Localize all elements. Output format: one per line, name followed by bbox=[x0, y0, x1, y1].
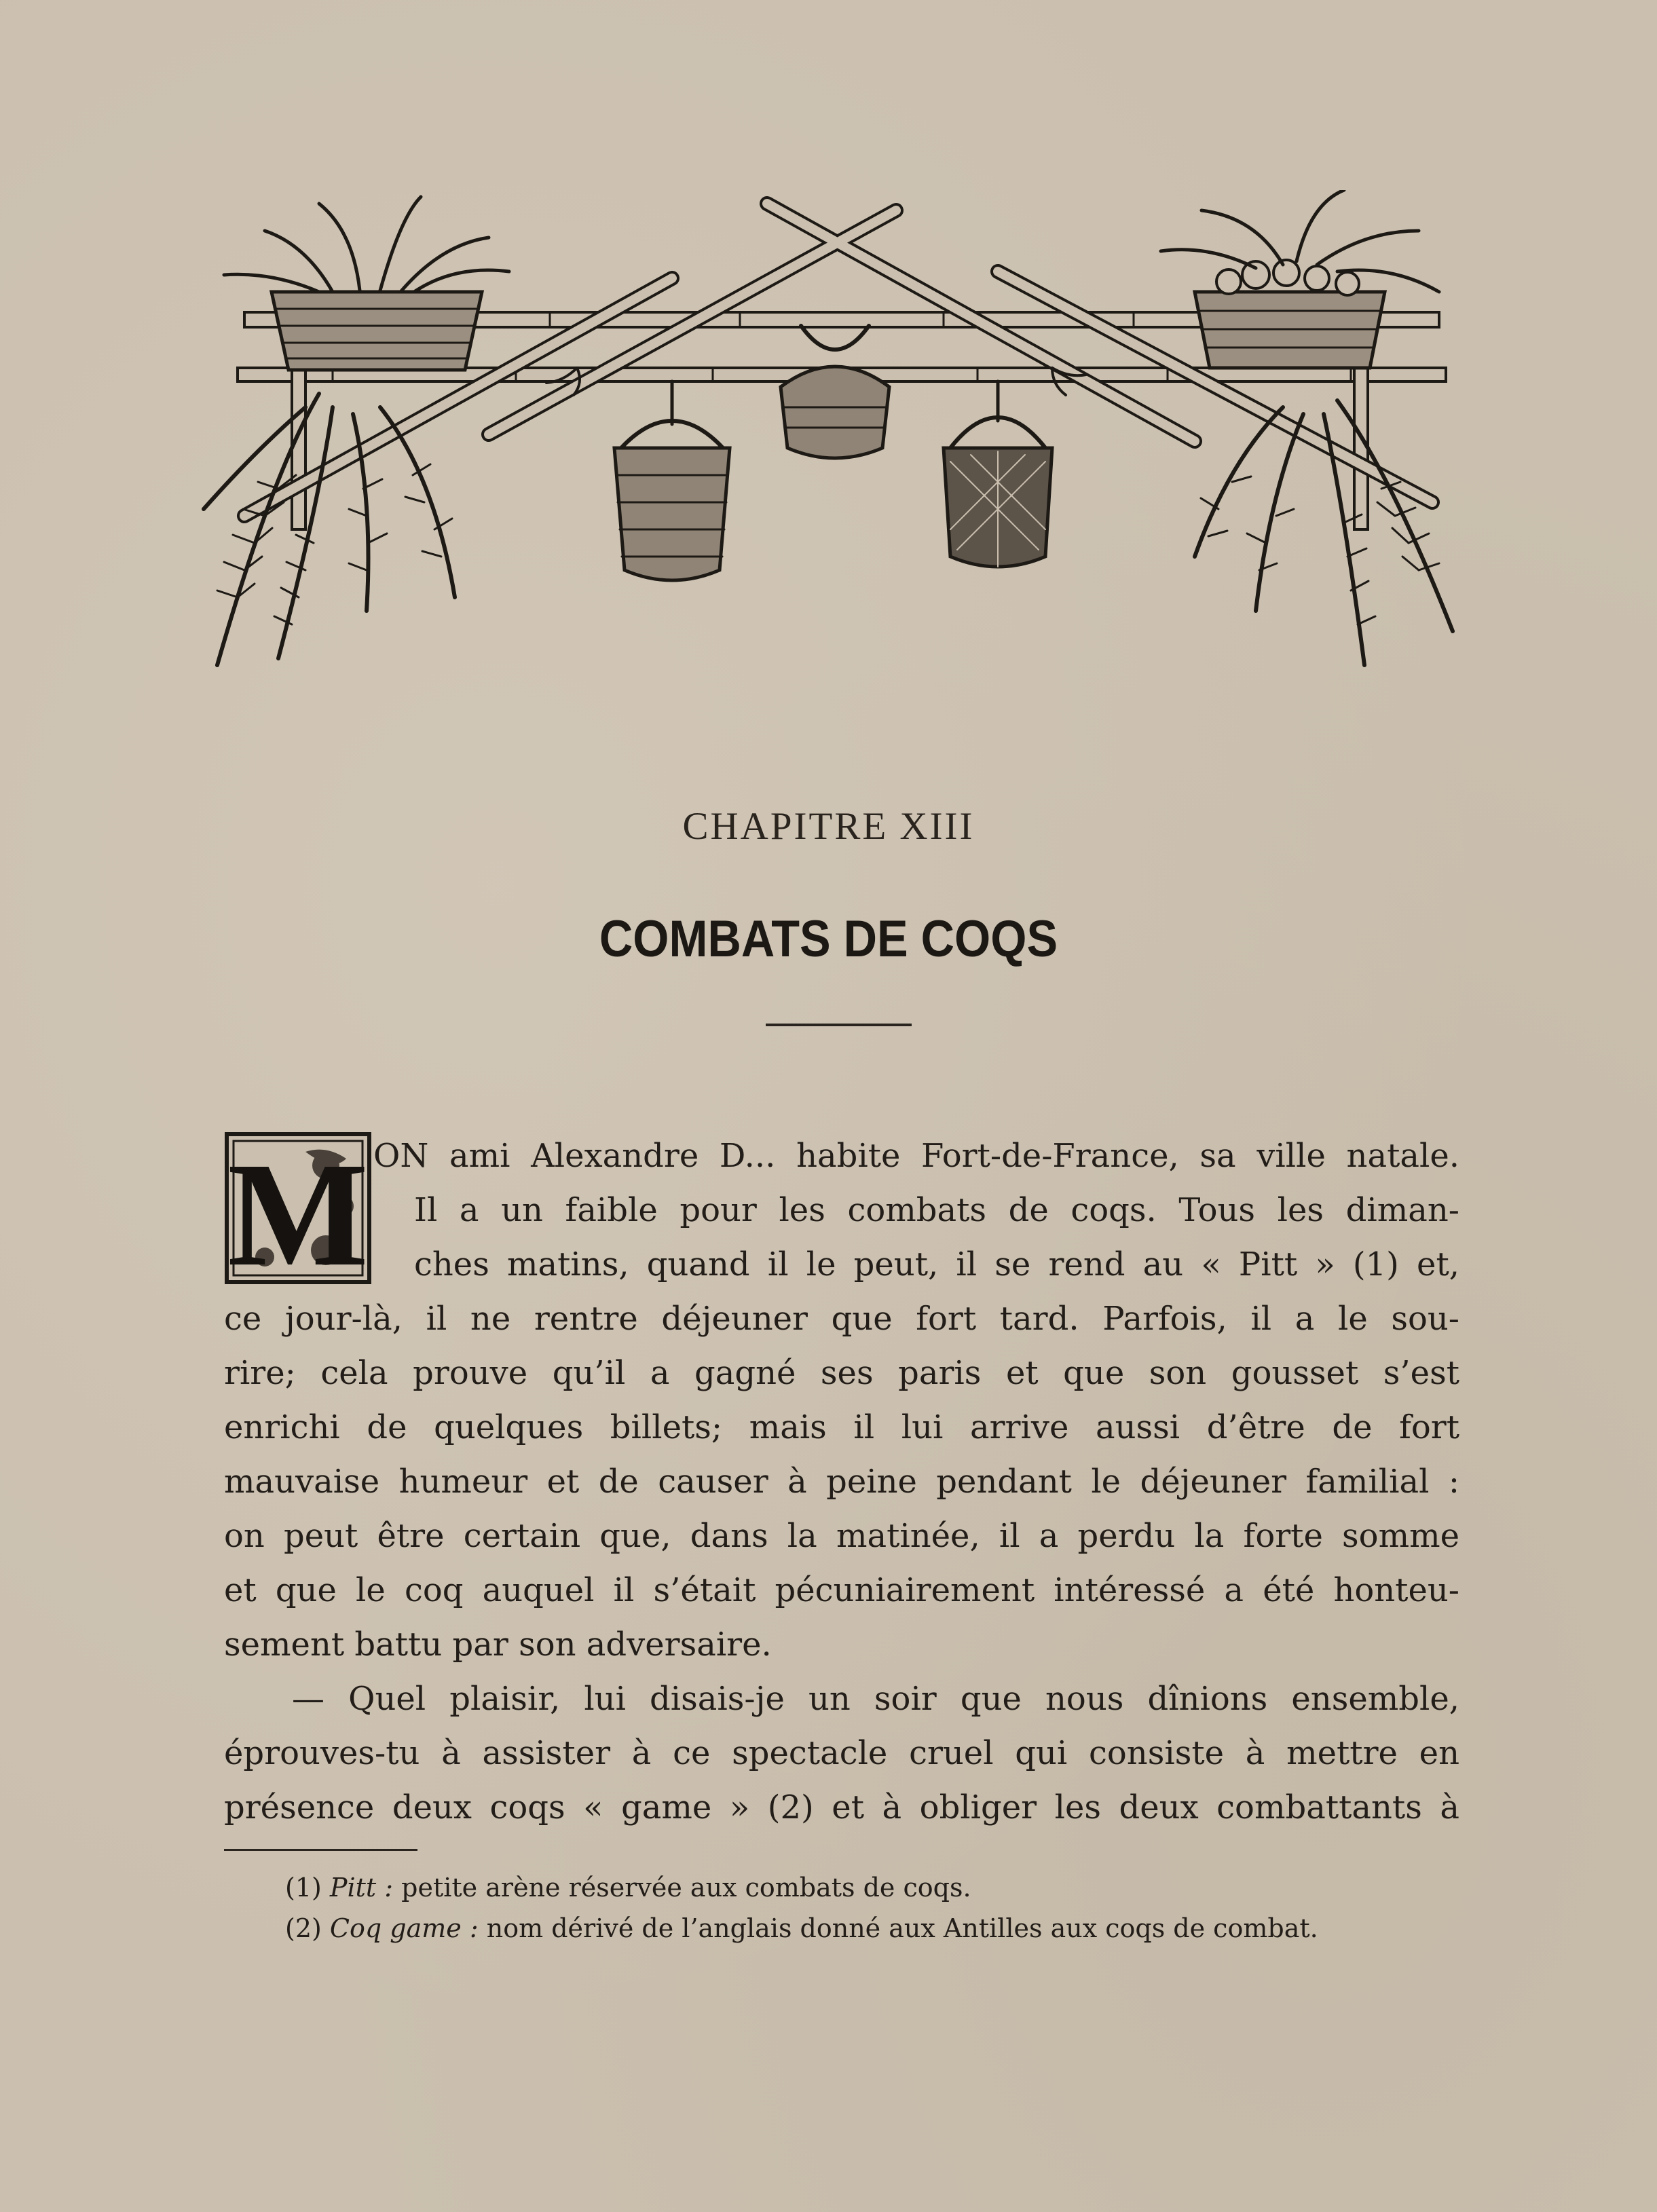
body-line: on peut être certain que, dans la matinée, il a perdu la forte somme bbox=[224, 1517, 1459, 1555]
body-line: sement battu par son adversaire. bbox=[224, 1626, 772, 1664]
body-line: et que le coq auquel il s’était pécuniairement intéressé a été honteu- bbox=[224, 1571, 1459, 1609]
body-line: Il a un faible pour les combats de coqs. Tous les diman- bbox=[414, 1191, 1459, 1229]
footnote-2 bbox=[285, 1909, 1318, 1948]
body-line: ce jour-là, il ne rentre déjeuner que fort tard. Parfois, il a le sou- bbox=[224, 1300, 1459, 1338]
footnote-term: Coq game : bbox=[329, 1913, 479, 1943]
drop-cap-ornament bbox=[224, 1131, 372, 1285]
footnote-text: petite arène réservée aux combats de coqs. bbox=[401, 1873, 971, 1902]
chapter-title: COMBATS DE COQS bbox=[599, 910, 1058, 968]
footnote-number: (1) bbox=[285, 1873, 322, 1902]
drop-cap-letter: M bbox=[227, 1131, 369, 1285]
body-line: — Quel plaisir, lui disais-je un soir que nous dînions ensemble, bbox=[292, 1680, 1459, 1718]
footnote-number: (2) bbox=[285, 1913, 322, 1943]
header-vignette-illustration bbox=[197, 190, 1487, 692]
body-line: présence deux coqs « game » (2) et à obliger les deux combattants à bbox=[224, 1788, 1459, 1826]
footnote-term: Pitt : bbox=[329, 1873, 394, 1902]
body-line: ON ami Alexandre D... habite Fort-de-France, sa ville natale. bbox=[373, 1137, 1459, 1175]
footnote-1 bbox=[285, 1868, 971, 1907]
footnote-text: nom dérivé de l’anglais donné aux Antilles aux coqs de combat. bbox=[486, 1913, 1318, 1943]
body-line: rire; cela prouve qu’il a gagné ses paris et que son gousset s’est bbox=[224, 1354, 1459, 1392]
body-line: éprouves-tu à assister à ce spectacle cruel qui consiste à mettre en bbox=[224, 1734, 1459, 1772]
body-line: ches matins, quand il le peut, il se rend au « Pitt » (1) et, bbox=[414, 1245, 1459, 1283]
title-divider bbox=[766, 1024, 912, 1026]
body-line: mauvaise humeur et de causer à peine pendant le déjeuner familial : bbox=[224, 1463, 1459, 1501]
footnote-divider bbox=[224, 1849, 417, 1851]
body-line: enrichi de quelques billets; mais il lui arrive aussi d’être de fort bbox=[224, 1408, 1459, 1446]
chapter-label: CHAPITRE XIII bbox=[682, 805, 975, 848]
